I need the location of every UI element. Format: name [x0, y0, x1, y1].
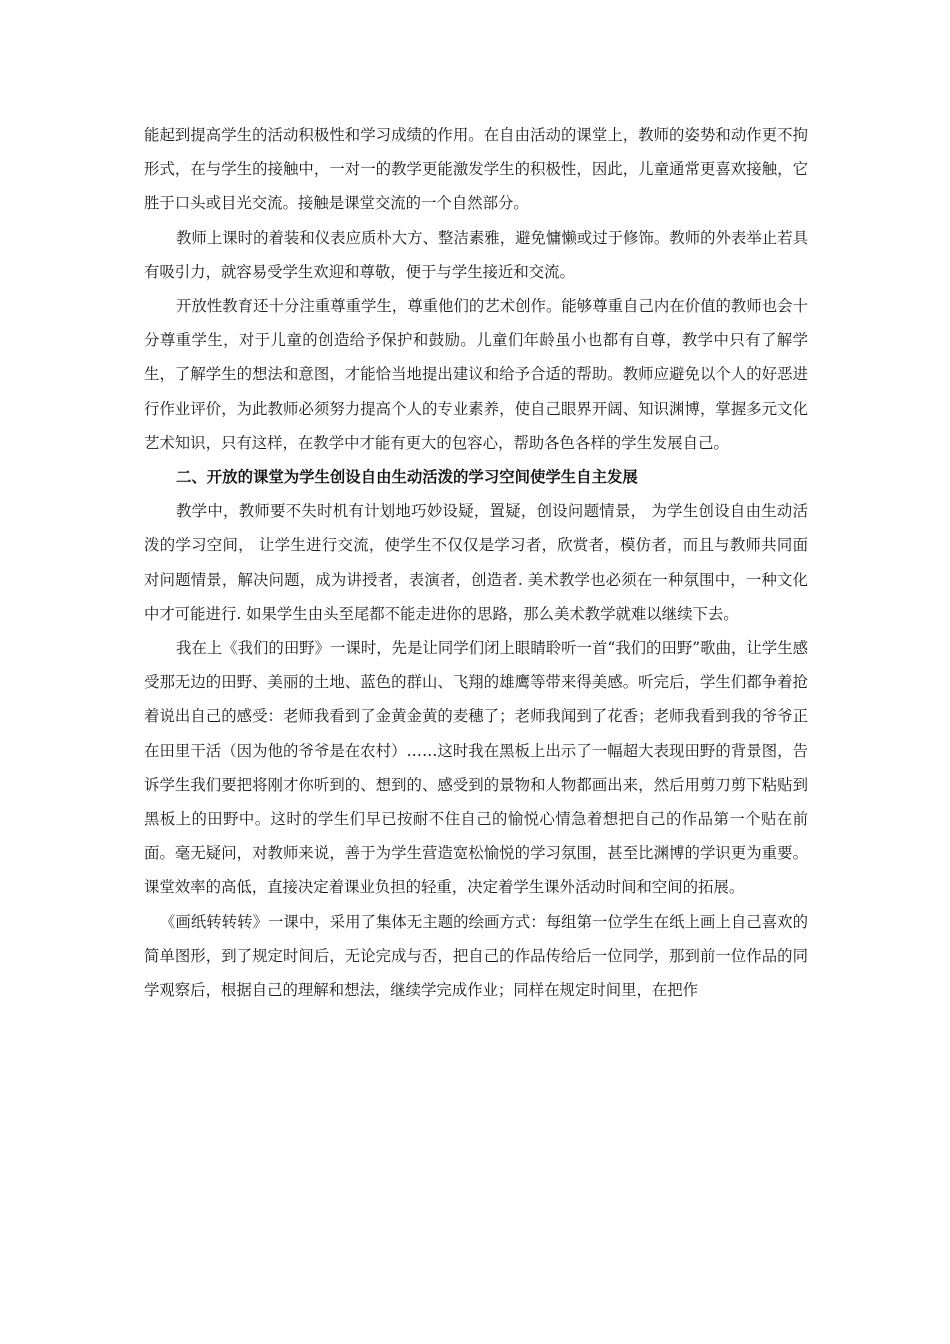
paragraph-learning-space: 教学中，教师要不失时机有计划地巧妙设疑，置疑，创设问题情景， 为学生创设自由生动活泼的学习空间， 让学生进行交流，使学生不仅仅是学习者，欣赏者，模仿者，而且与教师共同面对问题情景，解决问题，成为讲授者，表演者，创造者. 美术教学也必须在一种氛围中，一种文化中才可能进行. 如果学生由头至尾都不能走进你的思路，那么美术教学就难以继续下去。: [144, 502, 808, 623]
section-heading: 二、开放的课堂为学生创设自由生动活泼的学习空间使学生自主发展: [176, 468, 638, 487]
paragraph-teacher-appearance: 教师上课时的着装和仪表应质朴大方、整洁素雅，避免慵懒或过于修饰。教师的外表举止若具有吸引力，就容易受学生欢迎和尊敬，便于与学生接近和交流。: [144, 228, 808, 281]
paragraph-respect-students: 开放性教育还十分注重尊重学生，尊重他们的艺术创作。能够尊重自己内在价值的教师也会十分尊重学生，对于儿童的创造给予保护和鼓励。儿童们年龄虽小也都有自尊，教学中只有了解学生，了解学生的想法和意图，才能恰当地提出建议和给予合适的帮助。教师应避免以个人的好恶进行作业评价，为此教师必须努力提高个人的专业素养，使自己眼界开阔、知识渊博，掌握多元文化艺术知识，只有这样，在教学中才能有更大的包容心，帮助各色各样的学生发展自己。: [144, 297, 808, 452]
paragraph-teacher-contact: 能起到提高学生的活动积极性和学习成绩的作用。在自由活动的课堂上，教师的姿势和动作更不拘形式，在与学生的接触中，一对一的教学更能激发学生的积极性，因此，儿童通常更喜欢接触，它胜于口头或目光交流。接触是课堂交流的一个自然部分。: [144, 126, 808, 213]
document-body: [144, 118, 808, 1007]
paragraph-paper-turning-lesson: 《画纸转转转》一课中，采用了集体无主题的绘画方式：每组第一位学生在纸上画上自己喜欢的简单图形，到了规定时间后，无论完成与否，把自己的作品传给后一位同学，那到前一位作品的同学观察后，根据自己的理解和想法，继续学完成作业；同样在规定时间里，在把作: [144, 912, 808, 1000]
paragraph-our-fields-lesson: 我在上《我们的田野》一课时，先是让同学们闭上眼睛聆听一首“我们的田野”歌曲，让学生感受那无边的田野、美丽的土地、蓝色的群山、飞翔的雄鹰等带来得美感。听完后，学生们都争着抢着说出自己的感受：老师我看到了金黄金黄的麦穗了；老师我闻到了花香；老师我看到我的爷爷正在田里干活（因为他的爷爷是在农村）……这时我在黑板上出示了一幅超大表现田野的背景图，告诉学生我们要把将刚才你听到的、想到的、感受到的景物和人物都画出来，然后用剪刀剪下粘贴到黑板上的田野中。这时的学生们早已按耐不住自己的愉悦心情急着想把自己的作品第一个贴在前面。毫无疑问，对教师来说，善于为学生营造宽松愉悦的学习氛围，甚至比渊博的学识更为重要。课堂效率的高低，直接决定着课业负担的轻重，决定着学生课外活动时间和空间的拓展。: [144, 639, 808, 897]
